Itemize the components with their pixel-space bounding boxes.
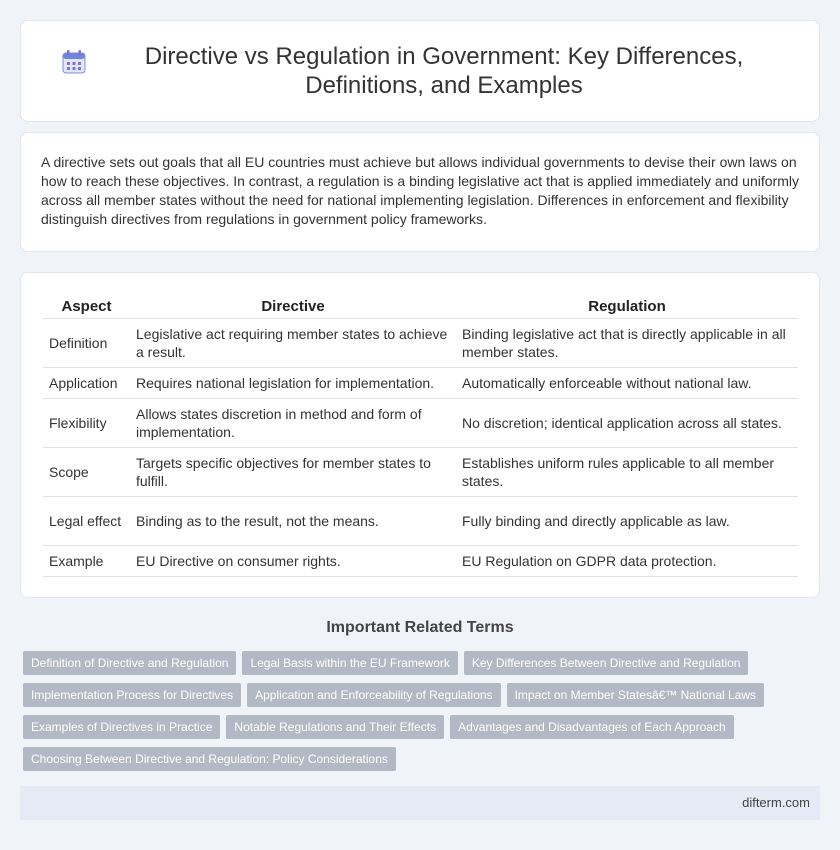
aspect-cell: Definition [43,319,130,368]
table-row [43,546,798,577]
header-directive: Directive [130,293,456,319]
related-term-tag[interactable]: Definition of Directive and Regulation [23,651,236,675]
aspect-cell: Scope [43,448,130,497]
aspect-cell: Application [43,368,130,399]
table-row [43,448,798,497]
regulation-cell: Fully binding and directly applicable as law. [456,497,798,546]
related-term-tag[interactable]: Notable Regulations and Their Effects [226,715,444,739]
related-term-tag[interactable]: Examples of Directives in Practice [23,715,220,739]
directive-cell: Allows states discretion in method and form of implementation. [130,399,456,448]
related-term-tag[interactable]: Implementation Process for Directives [23,683,241,707]
intro-paragraph: A directive sets out goals that all EU countries must achieve but allows individual governments to devise their own laws on how to reach these objectives. In contrast, a regulation is a binding legislative act that is applied immediately and uniformly across all member states without the need for national implementing legislation. Differences in enforcement and flexibility distinguish directives from regulations in government policy frameworks. [41,154,799,227]
table-row [43,497,798,546]
comparison-table [43,293,798,577]
directive-cell: Requires national legislation for implementation. [130,368,456,399]
related-term-tag[interactable]: Choosing Between Directive and Regulation: Policy Considerations [23,747,396,771]
aspect-cell: Legal effect [43,497,130,546]
table-row [43,399,798,448]
regulation-cell: No discretion; identical application across all states. [456,399,798,448]
page-title: Directive vs Regulation in Government: Key Differences, Definitions, and Examples [144,43,744,99]
aspect-cell: Example [43,546,130,577]
aspect-cell: Flexibility [43,399,130,448]
related-term-tag[interactable]: Advantages and Disadvantages of Each Approach [450,715,734,739]
intro-card [20,132,820,252]
related-term-tag[interactable]: Key Differences Between Directive and Regulation [464,651,749,675]
footer-brand-link[interactable]: difterm.com [742,795,810,810]
table-row [43,319,798,368]
directive-cell: Binding as to the result, not the means. [130,497,456,546]
related-term-tag[interactable]: Application and Enforceability of Regulations [247,683,500,707]
directive-cell: Targets specific objectives for member states to fulfill. [130,448,456,497]
header-regulation: Regulation [456,293,798,319]
related-term-tag[interactable]: Impact on Member Statesâ€™ National Laws [507,683,764,707]
regulation-cell: EU Regulation on GDPR data protection. [456,546,798,577]
related-terms-list [23,651,803,779]
directive-cell: Legislative act requiring member states to achieve a result. [130,319,456,368]
table-header-row [43,293,798,319]
table-row [43,368,798,399]
directive-cell: EU Directive on consumer rights. [130,546,456,577]
header-aspect: Aspect [43,293,130,319]
regulation-cell: Automatically enforceable without national law. [456,368,798,399]
header-card [20,20,820,122]
related-term-tag[interactable]: Legal Basis within the EU Framework [242,651,457,675]
calendar-icon [61,49,87,75]
comparison-table-card [20,272,820,598]
related-terms-title: Important Related Terms [326,619,514,636]
footer [20,786,820,820]
regulation-cell: Establishes uniform rules applicable to all member states. [456,448,798,497]
regulation-cell: Binding legislative act that is directly applicable in all member states. [456,319,798,368]
